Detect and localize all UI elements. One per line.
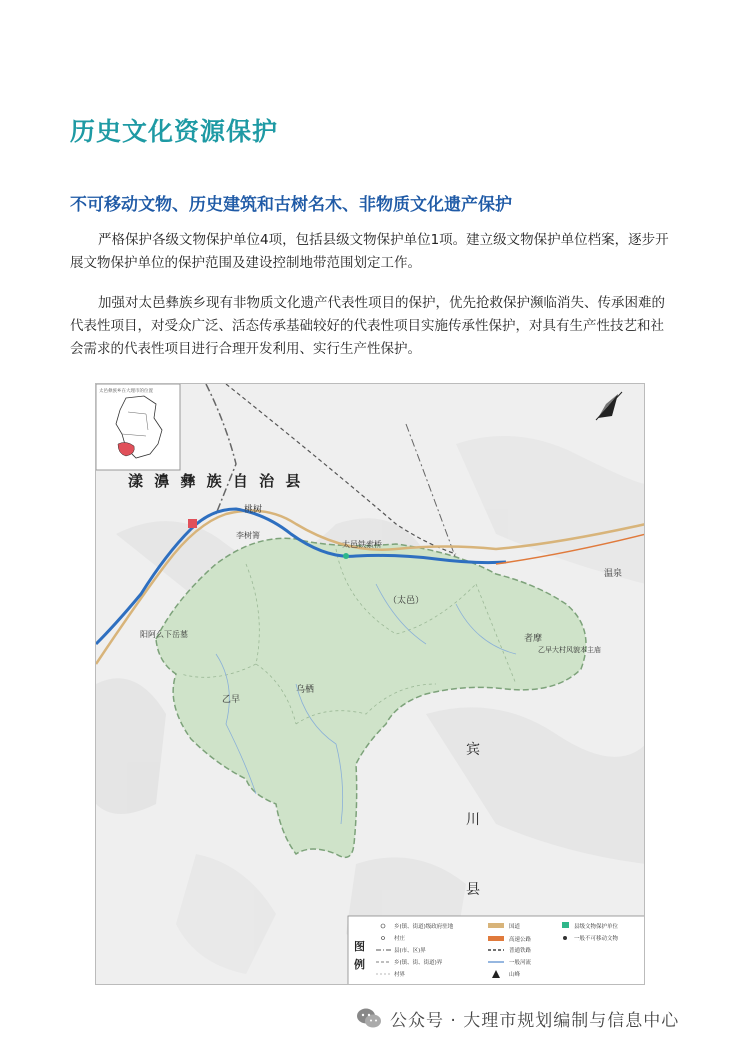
place-label-h: 阳阿么下岳墓 xyxy=(140,630,188,639)
county-name-east-2: 川 xyxy=(466,812,480,828)
legend-item-5: 国道 xyxy=(509,924,521,930)
county-heritage-marker xyxy=(343,553,349,559)
map-canvas xyxy=(96,384,645,985)
wechat-footer xyxy=(356,1005,726,1031)
legend-item-0: 乡(镇、街道)级政府驻地 xyxy=(394,924,454,930)
legend-item-10: 县级文物保护单位 xyxy=(574,924,619,930)
page-title: 历史文化资源保护 xyxy=(70,117,279,146)
place-label-e: 温泉 xyxy=(604,569,623,579)
legend-item-4: 村界 xyxy=(394,972,406,978)
wechat-icon xyxy=(356,1007,382,1029)
place-label-i: 乙早 xyxy=(222,695,241,705)
township-seat-marker xyxy=(188,519,197,528)
legend-item-8: 一般河流 xyxy=(509,960,532,966)
county-name-east-3: 县 xyxy=(466,882,480,898)
legend-title-1: 图 xyxy=(354,940,365,953)
legend-item-9: 山峰 xyxy=(509,972,521,978)
place-label-g: 乙早大村风貌本主庙 xyxy=(538,646,601,654)
place-label-b: 李树箐 xyxy=(236,531,260,540)
section-subtitle: 不可移动文物、历史建筑和古树名木、非物质文化遗产保护 xyxy=(70,195,512,215)
county-name-east-1: 宾 xyxy=(466,742,480,758)
paragraph-heritage-units: 严格保护各级文物保护单位4项，包括县级文物保护单位1项。建立级文物保护单位档案，逐步开展文物保护单位的保护范围及建设控制地带范围划定工作。 xyxy=(70,232,669,271)
legend-item-3: 乡(镇、街、街道)界 xyxy=(394,960,443,966)
map-legend xyxy=(348,916,645,985)
place-label-c: 太邑铁索桥 xyxy=(342,540,382,549)
inset-location-map xyxy=(96,384,180,470)
footer-text: 公众号 · 大理市规划编制与信息中心 xyxy=(390,1010,680,1031)
inset-title: 太邑彝族乡在大理市的位置 xyxy=(99,389,153,394)
paragraph-intangible-heritage: 加强对太邑彝族乡现有非物质文化遗产代表性项目的保护，优先抢救保护濒临消失、传承困难的代表性项目，对受众广泛、活态传承基础较好的代表性项目实施传承性保护，对具有生产性技艺和社会需求的代表性项目进行合理开发利用、实行生产性保护。 xyxy=(70,295,665,357)
legend-item-2: 县(市、区)界 xyxy=(394,948,426,954)
county-name-north: 漾 濞 彝 族 自 治 县 xyxy=(128,472,304,490)
place-label-f: 者摩 xyxy=(524,634,543,644)
legend-item-6: 高速公路 xyxy=(509,937,532,943)
legend-item-11: 一般不可移动文物 xyxy=(574,936,619,942)
place-label-j: 乌栖 xyxy=(296,685,315,695)
township-map xyxy=(95,383,645,985)
legend-title-2: 例 xyxy=(354,958,365,971)
place-label-d: （太邑） xyxy=(388,596,425,606)
legend-item-7: 普通铁路 xyxy=(509,948,532,954)
place-label-a: 桃树 xyxy=(244,505,263,515)
legend-item-1: 村庄 xyxy=(394,936,406,942)
